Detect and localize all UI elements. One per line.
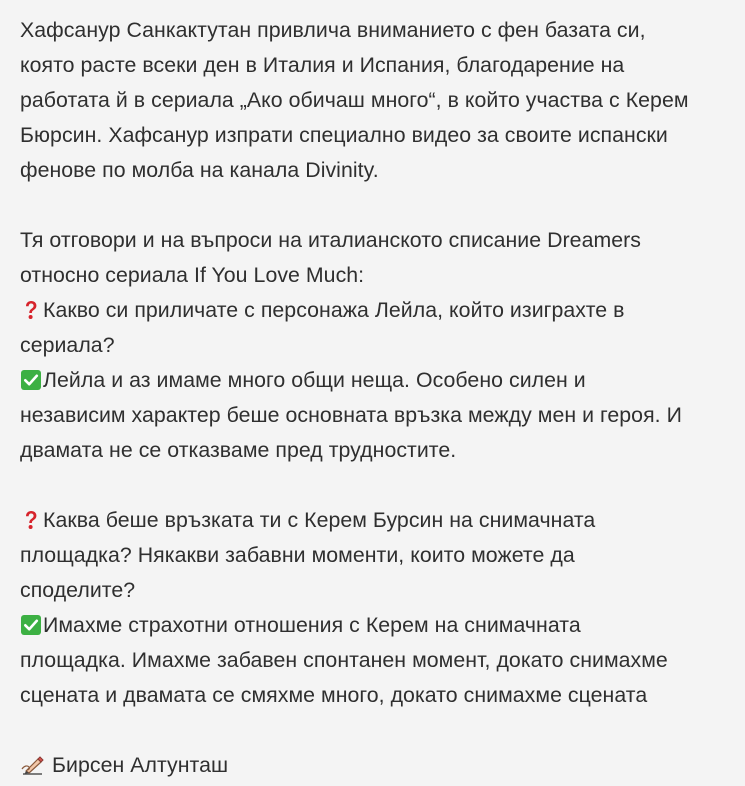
answer-line: сцената и двамата се смяхме много, докато снимахме сцената xyxy=(20,683,648,707)
text-line: Хафсанур Санкактутан привлича вниманието с фен базата си, xyxy=(20,18,646,42)
writing-hand-icon xyxy=(20,754,46,776)
question-line: площадка? Някакви забавни моменти, които можете да xyxy=(20,543,575,567)
answer-line xyxy=(20,363,738,398)
question-line xyxy=(20,503,738,538)
green-check-mark-icon xyxy=(20,369,42,391)
signature-name: Бирсен Алтунташ xyxy=(52,753,229,777)
answer-text: Лейла и аз имаме много общи неща. Особено силен и xyxy=(43,368,586,392)
red-question-mark-icon xyxy=(20,509,42,531)
answer-text: Имахме страхотни отношения с Керем на снимачната xyxy=(43,613,581,637)
question-text: Какво си приличате с персонажа Лейла, който изиграхте в xyxy=(43,298,625,322)
article-text xyxy=(20,13,738,783)
text-line: относно сериала If You Love Much: xyxy=(20,263,365,287)
answer-line: двамата не се отказваме пред трудностите. xyxy=(20,438,457,462)
text-line: фенове по молба на канала Divinity. xyxy=(20,158,379,182)
intro-paragraph xyxy=(20,13,738,188)
question-line: споделите? xyxy=(20,578,136,602)
green-check-mark-icon xyxy=(20,614,42,636)
paragraph-spacer xyxy=(20,713,738,748)
qa-block-2 xyxy=(20,503,738,713)
text-line: работата й в сериала „Ако обичаш много“, в който участва с Керем xyxy=(20,88,689,112)
qa-block-1 xyxy=(20,293,738,468)
answer-line xyxy=(20,608,738,643)
question-line: сериала? xyxy=(20,333,115,357)
text-line: Тя отговори и на въпроси на италианското списание Dreamers xyxy=(20,228,641,252)
signature xyxy=(20,748,738,783)
question-text: Каква беше връзката ти с Керем Бурсин на снимачната xyxy=(43,508,596,532)
interview-intro-paragraph xyxy=(20,223,738,293)
question-line xyxy=(20,293,738,328)
text-line: Бюрсин. Хафсанур изпрати специално видео за своите испански xyxy=(20,123,668,147)
red-question-mark-icon xyxy=(20,299,42,321)
text-line: която расте всеки ден в Италия и Испания, благодарение на xyxy=(20,53,625,77)
answer-line: независим характер беше основната връзка между мен и героя. И xyxy=(20,403,682,427)
paragraph-spacer xyxy=(20,188,738,223)
paragraph-spacer xyxy=(20,468,738,503)
answer-line: площадка. Имахме забавен спонтанен момент, докато снимахме xyxy=(20,648,668,672)
